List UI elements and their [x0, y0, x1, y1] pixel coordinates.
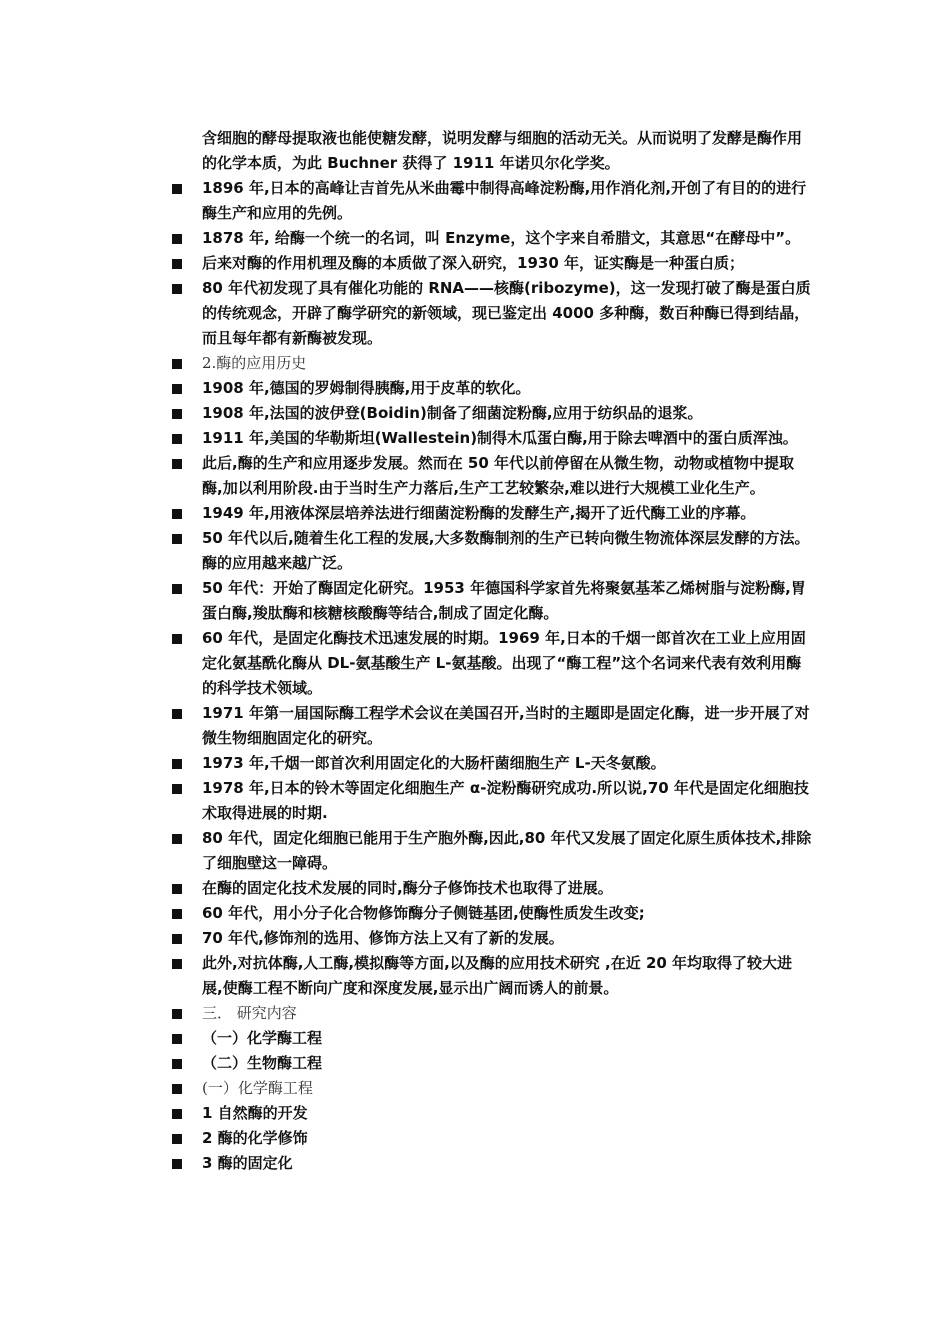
list-item-text: 3 酶的固定化	[202, 1154, 293, 1172]
list-item-text: （一）化学酶工程	[202, 1029, 323, 1047]
list-item	[172, 1101, 812, 1126]
square-bullet-icon	[172, 509, 182, 519]
list-item	[172, 751, 812, 776]
square-bullet-icon	[172, 759, 182, 769]
square-bullet-icon	[172, 1034, 182, 1044]
list-item-text: 50 年代以后,随着生化工程的发展,大多数酶制剂的生产已转向微生物流体深层发酵的方法。酶的应用越来越广泛。	[202, 529, 810, 572]
square-bullet-icon	[172, 634, 182, 644]
list-item-text: 2 酶的化学修饰	[202, 1129, 308, 1147]
square-bullet-icon	[172, 934, 182, 944]
square-bullet-icon	[172, 459, 182, 469]
square-bullet-icon	[172, 1059, 182, 1069]
square-bullet-icon	[172, 259, 182, 269]
square-bullet-icon	[172, 1109, 182, 1119]
list-item	[172, 1001, 812, 1026]
list-item-text: (一）化学酶工程	[202, 1079, 313, 1097]
list-item-text: 三． 研究内容	[202, 1004, 297, 1022]
list-item	[172, 401, 812, 426]
list-item-text: 1896 年,日本的高峰让吉首先从米曲霉中制得高峰淀粉酶,用作消化剂,开创了有目的的进行酶生产和应用的先例。	[202, 179, 807, 222]
square-bullet-icon	[172, 1159, 182, 1169]
list-item	[172, 1051, 812, 1076]
square-bullet-icon	[172, 359, 182, 369]
list-item	[172, 526, 812, 576]
list-item	[172, 951, 812, 1001]
list-item	[172, 1151, 812, 1176]
square-bullet-icon	[172, 409, 182, 419]
list-item	[172, 576, 812, 626]
square-bullet-icon	[172, 184, 182, 194]
list-item	[172, 701, 812, 751]
square-bullet-icon	[172, 959, 182, 969]
square-bullet-icon	[172, 384, 182, 394]
list-item	[172, 351, 812, 376]
list-item-text: 在酶的固定化技术发展的同时,酶分子修饰技术也取得了进展。	[202, 879, 613, 897]
list-item	[172, 501, 812, 526]
list-item	[172, 1126, 812, 1151]
list-item-text: 1 自然酶的开发	[202, 1104, 308, 1122]
square-bullet-icon	[172, 434, 182, 444]
list-item-text: 1971 年第一届国际酶工程学术会议在美国召开,当时的主题即是固定化酶，进一步开展了对微生物细胞固定化的研究。	[202, 704, 810, 747]
square-bullet-icon	[172, 909, 182, 919]
square-bullet-icon	[172, 1134, 182, 1144]
list-item	[172, 426, 812, 451]
list-item-text: 80 年代初发现了具有催化功能的 RNA——核酶(ribozyme)，这一发现打破了酶是蛋白质的传统观念，开辟了酶学研究的新领域，现已鉴定出 4000 多种酶，数百种酶已得到结晶，而且每年都有新酶被发现。	[202, 279, 811, 347]
square-bullet-icon	[172, 284, 182, 294]
square-bullet-icon	[172, 834, 182, 844]
list-item	[172, 1026, 812, 1051]
list-item	[172, 226, 812, 251]
list-item	[172, 926, 812, 951]
list-item	[172, 626, 812, 701]
list-item	[172, 776, 812, 826]
square-bullet-icon	[172, 1084, 182, 1094]
list-item	[172, 451, 812, 501]
document-body	[172, 126, 812, 1176]
list-item-text: 80 年代，固定化细胞已能用于生产胞外酶,因此,80 年代又发展了固定化原生质体技术,排除了细胞壁这一障碍。	[202, 829, 812, 872]
list-item	[172, 251, 812, 276]
square-bullet-icon	[172, 709, 182, 719]
list-item-text: 2.酶的应用历史	[202, 354, 307, 372]
list-item-text: 1973 年,千烟一郎首次利用固定化的大肠杆菌细胞生产 L-天冬氨酸。	[202, 754, 666, 772]
list-item-text: 此后,酶的生产和应用逐步发展。然而在 50 年代以前停留在从微生物，动物或植物中提取酶,加以利用阶段.由于当时生产力落后,生产工艺较繁杂,难以进行大规模工业化生产。	[202, 454, 795, 497]
list-item-text: （二）生物酶工程	[202, 1054, 323, 1072]
list-item	[172, 176, 812, 226]
list-item-text: 1978 年,日本的铃木等固定化细胞生产 α-淀粉酶研究成功.所以说,70 年代是固定化细胞技术取得进展的时期.	[202, 779, 809, 822]
list-item	[172, 901, 812, 926]
list-item-text: 1949 年,用液体深层培养法进行细菌淀粉酶的发酵生产,揭开了近代酶工业的序幕。	[202, 504, 756, 522]
square-bullet-icon	[172, 234, 182, 244]
list-item-text: 70 年代,修饰剂的选用、修饰方法上又有了新的发展。	[202, 929, 564, 947]
list-item	[172, 876, 812, 901]
bullet-list	[172, 176, 812, 1176]
list-item-text: 后来对酶的作用机理及酶的本质做了深入研究，1930 年，证实酶是一种蛋白质；	[202, 254, 744, 272]
list-item-text: 1908 年,法国的波伊登(Boidin)制备了细菌淀粉酶,应用于纺织品的退浆。	[202, 404, 703, 422]
square-bullet-icon	[172, 1009, 182, 1019]
list-item-text: 1911 年,美国的华勒斯坦(Wallestein)制得木瓜蛋白酶,用于除去啤酒中的蛋白质浑浊。	[202, 429, 798, 447]
list-item-text: 60 年代，是固定化酶技术迅速发展的时期。1969 年,日本的千烟一郎首次在工业上应用固定化氨基酰化酶从 DL-氨基酸生产 L-氨基酸。出现了“酶工程”这个名词来代表有效利用酶的科学技术领域。	[202, 629, 806, 697]
list-item-text: 60 年代，用小分子化合物修饰酶分子侧链基团,使酶性质发生改变;	[202, 904, 645, 922]
list-item-text: 1908 年,德国的罗姆制得胰酶,用于皮革的软化。	[202, 379, 531, 397]
square-bullet-icon	[172, 534, 182, 544]
list-item	[172, 826, 812, 876]
list-item	[172, 376, 812, 401]
list-item-text: 1878 年, 给酶一个统一的名词，叫 Enzyme，这个字来自希腊文，其意思“在酵母中”。	[202, 229, 801, 247]
intro-paragraph: 含细胞的酵母提取液也能使糖发酵，说明发酵与细胞的活动无关。从而说明了发酵是酶作用的化学本质，为此 Buchner 获得了 1911 年诺贝尔化学奖。	[202, 129, 803, 172]
square-bullet-icon	[172, 784, 182, 794]
list-item	[172, 1076, 812, 1101]
square-bullet-icon	[172, 584, 182, 594]
list-item-text: 此外,对抗体酶,人工酶,模拟酶等方面,以及酶的应用技术研究 ,在近 20 年均取得了较大进展,使酶工程不断向广度和深度发展,显示出广阔而诱人的前景。	[202, 954, 793, 997]
list-item-text: 50 年代：开始了酶固定化研究。1953 年德国科学家首先将聚氨基苯乙烯树脂与淀粉酶,胃蛋白酶,羧肽酶和核糖核酸酶等结合,制成了固定化酶。	[202, 579, 806, 622]
square-bullet-icon	[172, 884, 182, 894]
list-item	[172, 276, 812, 351]
